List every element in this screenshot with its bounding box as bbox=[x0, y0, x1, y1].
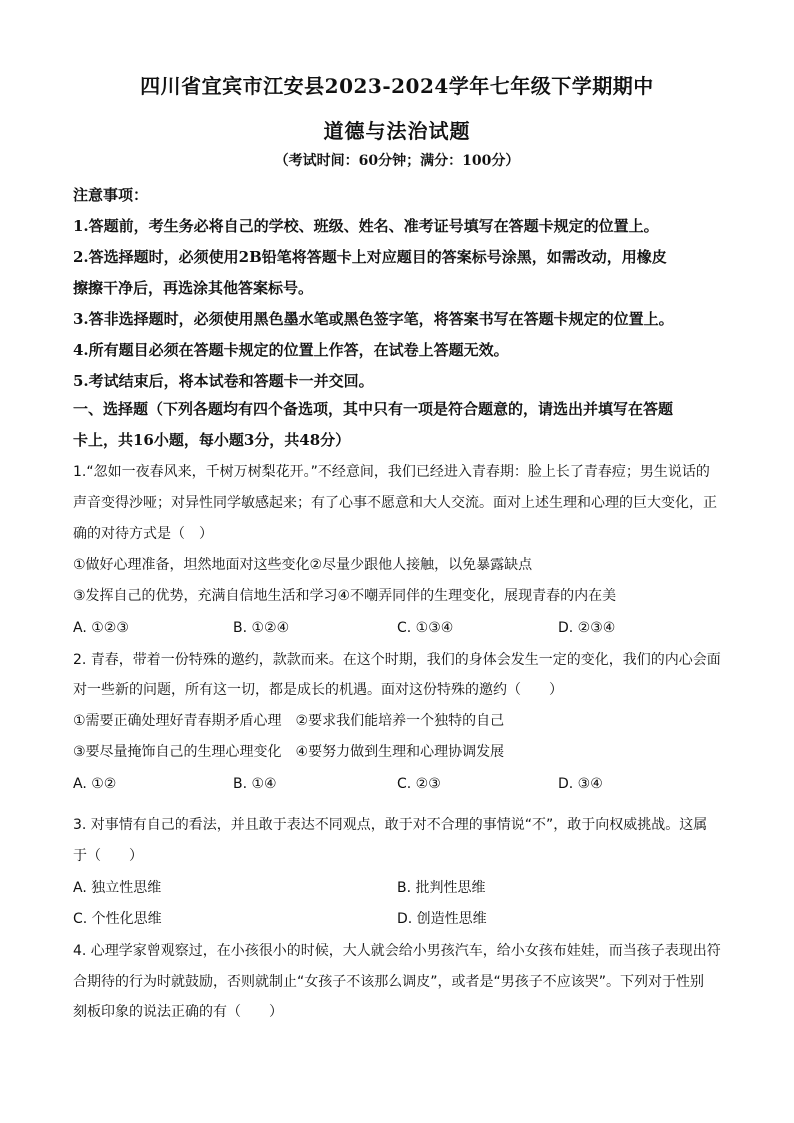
note-item: 3.答非选择题时，必须使用黑色墨水笔或黑色签字笔，将答案书写在答题卡规定的位置上。 bbox=[73, 310, 674, 328]
question-4-text: 合期待的行为时就鼓励，否则就制止“女孩子不该那么调皮”，或者是“男孩子不应该哭”。下列对于性别 bbox=[73, 974, 705, 990]
note-item: 2.答选择题时，必须使用2B铅笔将答题卡上对应题目的答案标号涂黑，如需改动，用橡皮 bbox=[73, 248, 667, 266]
notes-heading: 注意事项： bbox=[73, 186, 149, 204]
section-heading bbox=[73, 394, 723, 456]
question-3-option-d: D. 创造性思维 bbox=[397, 911, 487, 927]
note-item: 擦擦干净后，再选涂其他答案标号。 bbox=[73, 279, 314, 297]
question-3-text: 3. 对事情有自己的看法，并且敢于表达不同观点，敢于对不合理的事情说“不”，敢于向权威挑战。这属 bbox=[73, 817, 708, 833]
question-3-text: 于（ ） bbox=[73, 848, 143, 864]
note-item: 5.考试结束后，将本试卷和答题卡一并交回。 bbox=[73, 372, 374, 390]
section-heading-line: 一、选择题（下列各题均有四个备选项，其中只有一项是符合题意的，请选出并填写在答题 bbox=[73, 400, 674, 418]
question-1-option-c: C. ①③④ bbox=[397, 620, 454, 636]
question-1-text: 确的对待方式是（ ） bbox=[73, 526, 213, 542]
exam-time-score: （考试时间：60分钟；满分：100分） bbox=[274, 153, 520, 169]
question-2-statement: ③要尽量掩饰自己的生理心理变化 ④要努力做到生理和心理协调发展 bbox=[73, 744, 505, 760]
question-3-option-c: C. 个性化思维 bbox=[73, 911, 162, 927]
section-heading-line: 卡上，共16小题，每小题3分，共48分） bbox=[73, 431, 351, 449]
question-2-option-c: C. ②③ bbox=[397, 776, 441, 792]
notes-block bbox=[73, 180, 723, 397]
question-2-option-b: B. ①④ bbox=[233, 776, 277, 792]
question-1-text: 1.“忽如一夜春风来，千树万树梨花开。”不经意间，我们已经进入青春期：脸上长了青春痘；男生说话的 bbox=[73, 464, 710, 480]
note-item: 4.所有题目必须在答题卡规定的位置上作答，在试卷上答题无效。 bbox=[73, 341, 509, 359]
question-2-text: 2. 青春，带着一份特殊的邀约，款款而来。在这个时期，我们的身体会发生一定的变化，我们的内心会面 bbox=[73, 652, 721, 668]
question-2-option-d: D. ③④ bbox=[558, 776, 603, 792]
question-3-option-b: B. 批判性思维 bbox=[397, 880, 486, 896]
question-2-text: 对一些新的问题，所有这一切，都是成长的机遇。面对这份特殊的邀约（ ） bbox=[73, 682, 563, 698]
note-item: 1.答题前，考生务必将自己的学校、班级、姓名、准考证号填写在答题卡规定的位置上。 bbox=[73, 217, 659, 235]
question-3-option-a: A. 独立性思维 bbox=[73, 880, 162, 896]
question-1-option-a: A. ①②③ bbox=[73, 620, 129, 636]
question-4-text: 4. 心理学家曾观察过，在小孩很小的时候，大人就会给小男孩汽车，给小女孩布娃娃，而当孩子表现出符 bbox=[73, 943, 721, 959]
question-1-option-b: B. ①②④ bbox=[233, 620, 290, 636]
question-1-option-d: D. ②③④ bbox=[558, 620, 616, 636]
question-2-option-a: A. ①② bbox=[73, 776, 117, 792]
question-1-statement: ①做好心理准备，坦然地面对这些变化②尽量少跟他人接触，以免暴露缺点 bbox=[73, 557, 533, 573]
question-1-text: 声音变得沙哑；对异性同学敏感起来；有了心事不愿意和大人交流。面对上述生理和心理的巨大变化，正 bbox=[73, 495, 717, 511]
question-1-statement: ③发挥自己的优势，充满自信地生活和学习④不嘲弄同伴的生理变化，展现青春的内在美 bbox=[73, 588, 617, 604]
exam-title-line2: 道德与法治试题 bbox=[323, 119, 471, 143]
question-2-statement: ①需要正确处理好青春期矛盾心理 ②要求我们能培养一个独特的自己 bbox=[73, 713, 505, 729]
exam-title-line1: 四川省宜宾市江安县2023-2024学年七年级下学期期中 bbox=[140, 74, 654, 98]
question-4-text: 刻板印象的说法正确的有（ ） bbox=[73, 1004, 283, 1020]
